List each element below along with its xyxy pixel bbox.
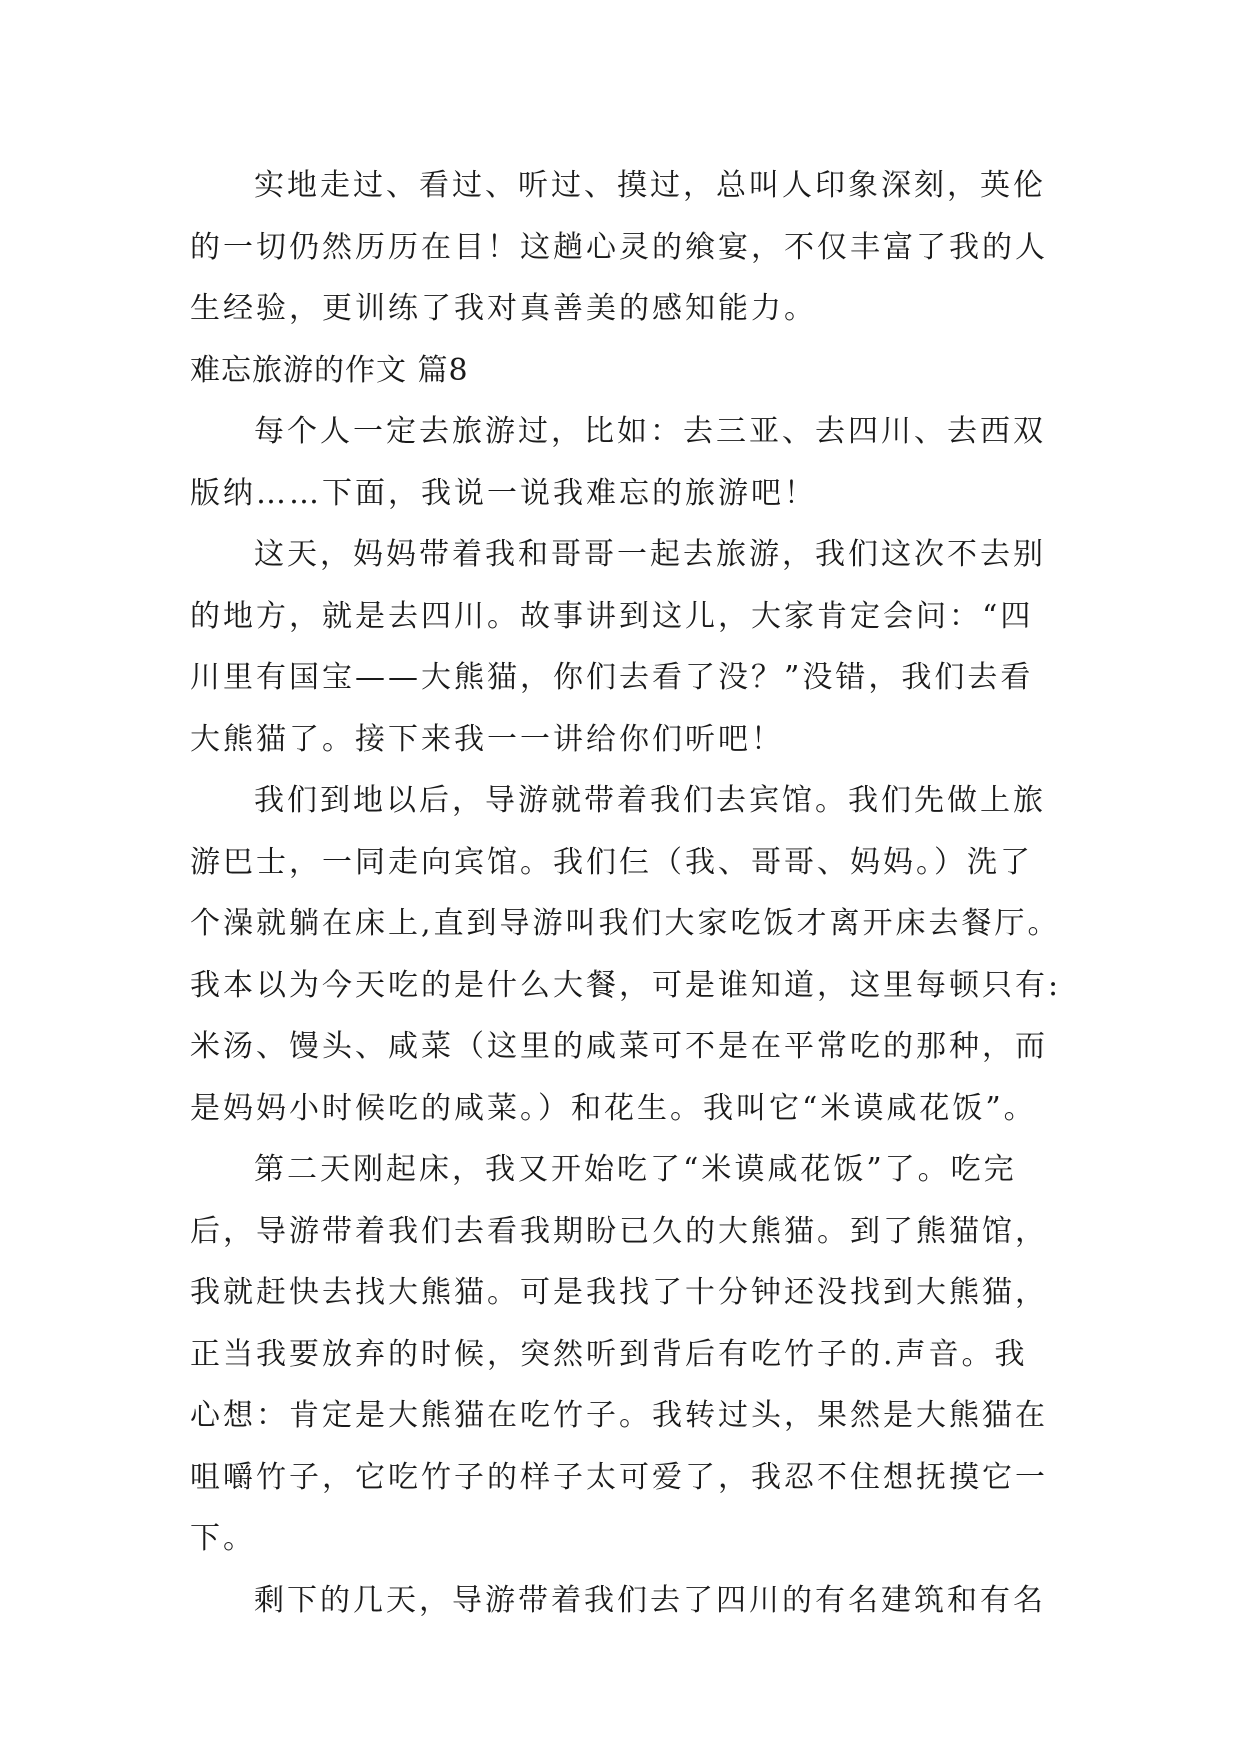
text-line: 是妈妈小时候吃的咸菜。）和花生。我叫它“米谟咸花饭”。 [190, 1090, 1037, 1126]
text-line: 我们到地以后，导游就带着我们去宾馆。我们先做上旅 [254, 783, 1046, 818]
text-line: 我就赶快去找大熊猫。可是我找了十分钟还没找到大熊猫， [190, 1275, 1048, 1310]
document-body [190, 155, 1062, 1631]
text-line: 游巴士，一同走向宾馆。我们仨（我、哥哥、妈妈。）洗了 [190, 844, 1033, 880]
text-line: 个澡就躺在床上,直到导游叫我们大家吃饭才离开床去餐厅。 [190, 906, 1061, 941]
text-line: 生经验，更训练了我对真善美的感知能力。 [190, 291, 817, 326]
text-line: 实地走过、看过、听过、摸过，总叫人印象深刻，英伦 [254, 168, 1046, 203]
text-line: 剩下的几天，导游带着我们去了四川的有名建筑和有名 [254, 1582, 1046, 1618]
text-line: 心想：肯定是大熊猫在吃竹子。我转过头，果然是大熊猫在 [190, 1398, 1048, 1433]
section-heading: 难忘旅游的作文 篇8 [190, 352, 469, 388]
text-line: 这天，妈妈带着我和哥哥一起去旅游，我们这次不去别 [254, 537, 1046, 572]
text-line: 的地方，就是去四川。故事讲到这儿，大家肯定会问：“四 [190, 598, 1034, 634]
text-line: 下。 [190, 1521, 256, 1556]
text-line: 川里有国宝——大熊猫，你们去看了没？”没错，我们去看 [190, 660, 1034, 695]
text-line: 第二天刚起床，我又开始吃了“米谟咸花饭”了。吃完 [254, 1152, 1017, 1187]
text-line: 大熊猫了。接下来我一一讲给你们听吧！ [190, 721, 784, 757]
text-line: 咀嚼竹子，它吃竹子的样子太可爱了，我忍不住想抚摸它一 [190, 1459, 1048, 1495]
text-line: 每个人一定去旅游过，比如：去三亚、去四川、去西双 [254, 414, 1046, 449]
text-line: 后，导游带着我们去看我期盼已久的大熊猫。到了熊猫馆， [190, 1213, 1048, 1249]
text-line: 版纳……下面，我说一说我难忘的旅游吧！ [190, 475, 817, 511]
text-line: 正当我要放弃的时候，突然听到背后有吃竹子的.声音。我 [190, 1336, 1028, 1372]
text-line: 的一切仍然历历在目！这趟心灵的飨宴，不仅丰富了我的人 [190, 229, 1048, 265]
text-line: 我本以为今天吃的是什么大餐，可是谁知道，这里每顿只有: [190, 967, 1062, 1003]
text-line: 米汤、馒头、咸菜（这里的咸菜可不是在平常吃的那种，而 [190, 1029, 1048, 1064]
